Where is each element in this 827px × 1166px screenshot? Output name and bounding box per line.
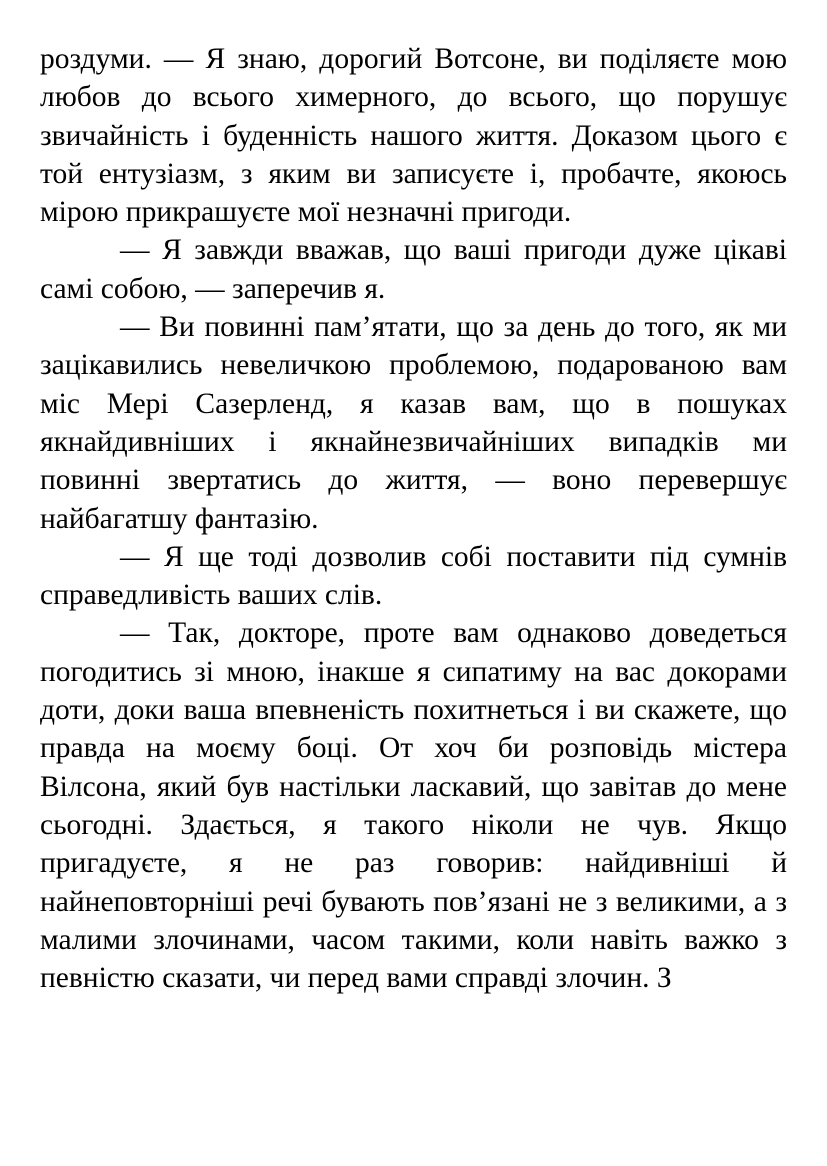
document-page <box>40 40 787 997</box>
paragraph-holmes-remind: — Ви повинні пам’ятати, що за день до того, як ми зацікавились невеличкою проблемою, подарованою вам міс Мері Сазерленд, я казав вам, що в пошуках якнайдивніших і якнайнезвичайніших випадків ми повинні звертатись до життя, — воно перевершує найбагатшу фантазію. <box>40 311 787 535</box>
paragraph-continuation: роздуми. — Я знаю, дорогий Вотсоне, ви поділяєте мою любов до всього химерного, до всього, що порушує звичайність і буденність нашого життя. Доказом цього є той ентузіазм, з яким ви записуєте і, пробачте, якоюсь мірою прикрашуєте мої незначні пригоди. <box>40 43 787 229</box>
paragraph-holmes-argument: — Так, докторе, проте вам однаково доведеться погодитись зі мною, інакше я сипатиму на вас докорами доти, доки ваша впевненість похитнеться і ви скажете, що правда на моєму боці. От хоч би розповідь містера Вілсона, який був настільки ласкавий, що завітав до мене сьогодні. Здається, я такого ніколи не чув. Якщо пригадуєте, я не раз говорив: найдивніші й найнеповторніші речі бувають пов’язані не з великими, а з малими злочинами, часом такими, коли навіть важко з певністю сказати, чи перед вами справді злочин. З <box>40 617 787 995</box>
paragraph-watson-reply: — Я завжди вважав, що ваші пригоди дуже цікаві самі собою, — заперечив я. <box>40 234 787 305</box>
paragraph-watson-doubt: — Я ще тоді дозволив собі поставити під сумнів справедливість ваших слів. <box>40 540 787 612</box>
